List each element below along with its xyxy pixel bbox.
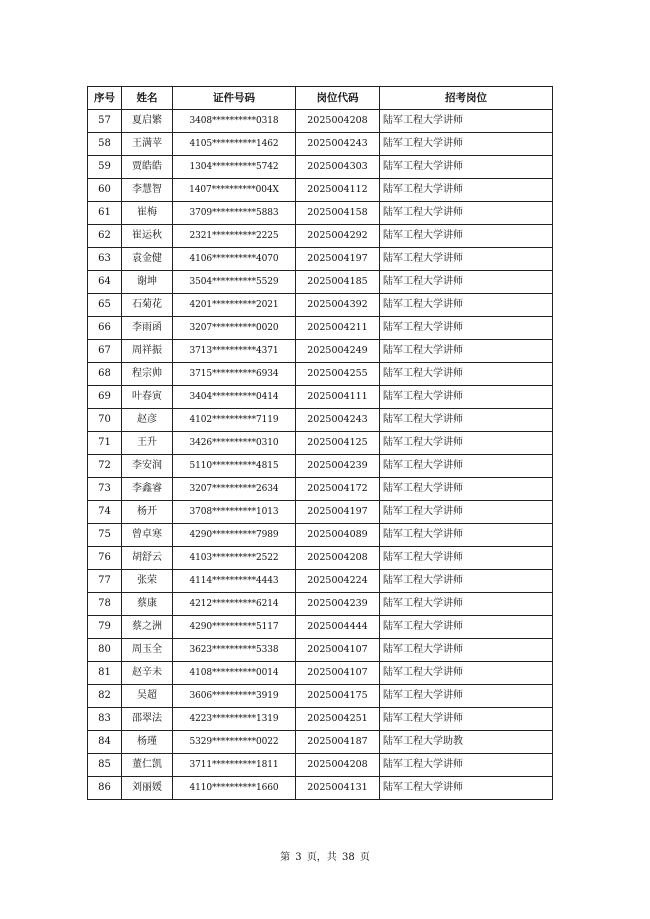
table-row <box>88 524 553 547</box>
cell-post: 陆军工程大学助教 <box>380 731 553 754</box>
cell-post: 陆军工程大学讲师 <box>380 363 553 386</box>
cell-id-number: 4110**********1660 <box>173 777 296 800</box>
cell-post-code: 2025004208 <box>296 547 380 570</box>
cell-post-code: 2025004185 <box>296 271 380 294</box>
cell-serial: 67 <box>88 340 122 363</box>
cell-id-number: 3708**********1013 <box>173 501 296 524</box>
footer-total-pages: 38 <box>342 852 355 863</box>
table-row <box>88 593 553 616</box>
table-row <box>88 478 553 501</box>
cell-id-number: 3606**********3919 <box>173 685 296 708</box>
table-row <box>88 409 553 432</box>
table-row <box>88 133 553 156</box>
candidate-table <box>87 86 553 800</box>
cell-serial: 59 <box>88 156 122 179</box>
cell-post-code: 2025004111 <box>296 386 380 409</box>
cell-serial: 63 <box>88 248 122 271</box>
cell-serial: 82 <box>88 685 122 708</box>
cell-name: 王升 <box>122 432 173 455</box>
cell-post: 陆军工程大学讲师 <box>380 455 553 478</box>
table-row <box>88 455 553 478</box>
cell-serial: 75 <box>88 524 122 547</box>
cell-post: 陆军工程大学讲师 <box>380 133 553 156</box>
footer-unit: 页，共 <box>306 852 337 863</box>
cell-id-number: 4108**********0014 <box>173 662 296 685</box>
cell-name: 周祥振 <box>122 340 173 363</box>
cell-serial: 77 <box>88 570 122 593</box>
cell-id-number: 3715**********6934 <box>173 363 296 386</box>
cell-post: 陆军工程大学讲师 <box>380 662 553 685</box>
cell-serial: 85 <box>88 754 122 777</box>
table-row <box>88 317 553 340</box>
cell-name: 吴超 <box>122 685 173 708</box>
cell-id-number: 3404**********0414 <box>173 386 296 409</box>
cell-id-number: 3408**********0318 <box>173 110 296 133</box>
cell-post-code: 2025004107 <box>296 662 380 685</box>
cell-id-number: 4223**********1319 <box>173 708 296 731</box>
table-row <box>88 754 553 777</box>
cell-serial: 84 <box>88 731 122 754</box>
cell-serial: 76 <box>88 547 122 570</box>
table-row <box>88 271 553 294</box>
cell-id-number: 3709**********5883 <box>173 202 296 225</box>
table-row <box>88 547 553 570</box>
cell-id-number: 4290**********5117 <box>173 616 296 639</box>
cell-serial: 66 <box>88 317 122 340</box>
cell-post: 陆军工程大学讲师 <box>380 294 553 317</box>
cell-post: 陆军工程大学讲师 <box>380 340 553 363</box>
table-row <box>88 708 553 731</box>
cell-serial: 65 <box>88 294 122 317</box>
cell-post-code: 2025004158 <box>296 202 380 225</box>
cell-post: 陆军工程大学讲师 <box>380 225 553 248</box>
cell-post-code: 2025004251 <box>296 708 380 731</box>
table-row <box>88 363 553 386</box>
cell-post: 陆军工程大学讲师 <box>380 754 553 777</box>
cell-post: 陆军工程大学讲师 <box>380 777 553 800</box>
header-serial: 序号 <box>88 87 122 110</box>
cell-name: 贾皓皓 <box>122 156 173 179</box>
cell-id-number: 3623**********5338 <box>173 639 296 662</box>
table-row <box>88 179 553 202</box>
cell-name: 赵彦 <box>122 409 173 432</box>
cell-post-code: 2025004187 <box>296 731 380 754</box>
cell-id-number: 3426**********0310 <box>173 432 296 455</box>
cell-post-code: 2025004243 <box>296 409 380 432</box>
cell-name: 邵翠法 <box>122 708 173 731</box>
header-post: 招考岗位 <box>380 87 553 110</box>
cell-post: 陆军工程大学讲师 <box>380 616 553 639</box>
cell-id-number: 4114**********4443 <box>173 570 296 593</box>
cell-post-code: 2025004249 <box>296 340 380 363</box>
cell-name: 杨瑾 <box>122 731 173 754</box>
cell-name: 赵辛未 <box>122 662 173 685</box>
table-body <box>88 110 553 800</box>
cell-name: 周玉全 <box>122 639 173 662</box>
cell-post-code: 2025004303 <box>296 156 380 179</box>
cell-post: 陆军工程大学讲师 <box>380 271 553 294</box>
table-row <box>88 570 553 593</box>
cell-name: 崔运秋 <box>122 225 173 248</box>
cell-name: 李安润 <box>122 455 173 478</box>
cell-post: 陆军工程大学讲师 <box>380 386 553 409</box>
cell-id-number: 4105**********1462 <box>173 133 296 156</box>
cell-name: 袁金健 <box>122 248 173 271</box>
footer-total-unit: 页 <box>359 852 370 863</box>
cell-name: 程宗帅 <box>122 363 173 386</box>
cell-post: 陆军工程大学讲师 <box>380 524 553 547</box>
cell-name: 蔡康 <box>122 593 173 616</box>
cell-post: 陆军工程大学讲师 <box>380 248 553 271</box>
cell-serial: 68 <box>88 363 122 386</box>
table-row <box>88 156 553 179</box>
cell-post: 陆军工程大学讲师 <box>380 202 553 225</box>
cell-post-code: 2025004255 <box>296 363 380 386</box>
cell-id-number: 4290**********7989 <box>173 524 296 547</box>
cell-post: 陆军工程大学讲师 <box>380 685 553 708</box>
cell-id-number: 3504**********5529 <box>173 271 296 294</box>
cell-name: 杨开 <box>122 501 173 524</box>
cell-post: 陆军工程大学讲师 <box>380 317 553 340</box>
cell-serial: 73 <box>88 478 122 501</box>
cell-serial: 62 <box>88 225 122 248</box>
cell-serial: 72 <box>88 455 122 478</box>
cell-name: 刘丽媛 <box>122 777 173 800</box>
table-row <box>88 386 553 409</box>
cell-post-code: 2025004089 <box>296 524 380 547</box>
table-row <box>88 110 553 133</box>
page-footer <box>0 848 650 863</box>
cell-serial: 70 <box>88 409 122 432</box>
cell-name: 崔梅 <box>122 202 173 225</box>
cell-serial: 69 <box>88 386 122 409</box>
cell-serial: 80 <box>88 639 122 662</box>
cell-name: 王满苹 <box>122 133 173 156</box>
cell-post-code: 2025004131 <box>296 777 380 800</box>
cell-post: 陆军工程大学讲师 <box>380 547 553 570</box>
cell-id-number: 3207**********0020 <box>173 317 296 340</box>
cell-id-number: 1407**********004X <box>173 179 296 202</box>
cell-serial: 58 <box>88 133 122 156</box>
cell-name: 胡舒云 <box>122 547 173 570</box>
table-row <box>88 685 553 708</box>
cell-id-number: 3207**********2634 <box>173 478 296 501</box>
cell-post-code: 2025004175 <box>296 685 380 708</box>
cell-id-number: 2321**********2225 <box>173 225 296 248</box>
cell-post-code: 2025004107 <box>296 639 380 662</box>
cell-serial: 57 <box>88 110 122 133</box>
cell-name: 李雨函 <box>122 317 173 340</box>
cell-name: 谢坤 <box>122 271 173 294</box>
cell-post: 陆军工程大学讲师 <box>380 639 553 662</box>
table-row <box>88 340 553 363</box>
table-row <box>88 639 553 662</box>
table-row <box>88 294 553 317</box>
cell-name: 石菊花 <box>122 294 173 317</box>
cell-post-code: 2025004292 <box>296 225 380 248</box>
cell-serial: 83 <box>88 708 122 731</box>
table-row <box>88 202 553 225</box>
cell-post: 陆军工程大学讲师 <box>380 478 553 501</box>
cell-name: 张荣 <box>122 570 173 593</box>
cell-serial: 78 <box>88 593 122 616</box>
cell-name: 夏启繁 <box>122 110 173 133</box>
cell-post-code: 2025004239 <box>296 593 380 616</box>
cell-post-code: 2025004243 <box>296 133 380 156</box>
footer-prefix: 第 <box>280 852 291 863</box>
cell-id-number: 4102**********7119 <box>173 409 296 432</box>
cell-name: 李鑫睿 <box>122 478 173 501</box>
header-id-number: 证件号码 <box>173 87 296 110</box>
cell-post: 陆军工程大学讲师 <box>380 593 553 616</box>
cell-post-code: 2025004208 <box>296 110 380 133</box>
cell-post: 陆军工程大学讲师 <box>380 409 553 432</box>
cell-serial: 64 <box>88 271 122 294</box>
cell-name: 叶春寅 <box>122 386 173 409</box>
cell-serial: 86 <box>88 777 122 800</box>
cell-post-code: 2025004211 <box>296 317 380 340</box>
cell-id-number: 1304**********5742 <box>173 156 296 179</box>
table-row <box>88 501 553 524</box>
footer-page-number: 3 <box>295 852 302 863</box>
cell-post-code: 2025004112 <box>296 179 380 202</box>
cell-name: 李慧智 <box>122 179 173 202</box>
table-row <box>88 225 553 248</box>
cell-id-number: 3711**********1811 <box>173 754 296 777</box>
cell-id-number: 4201**********2021 <box>173 294 296 317</box>
cell-serial: 60 <box>88 179 122 202</box>
cell-post: 陆军工程大学讲师 <box>380 432 553 455</box>
cell-name: 曾卓寒 <box>122 524 173 547</box>
table-row <box>88 432 553 455</box>
header-post-code: 岗位代码 <box>296 87 380 110</box>
cell-post-code: 2025004444 <box>296 616 380 639</box>
cell-post: 陆军工程大学讲师 <box>380 501 553 524</box>
cell-post: 陆军工程大学讲师 <box>380 156 553 179</box>
cell-id-number: 5110**********4815 <box>173 455 296 478</box>
cell-post-code: 2025004392 <box>296 294 380 317</box>
cell-id-number: 5329**********0022 <box>173 731 296 754</box>
cell-post-code: 2025004239 <box>296 455 380 478</box>
cell-post-code: 2025004125 <box>296 432 380 455</box>
cell-serial: 81 <box>88 662 122 685</box>
cell-post: 陆军工程大学讲师 <box>380 110 553 133</box>
cell-post-code: 2025004197 <box>296 248 380 271</box>
table-row <box>88 616 553 639</box>
cell-serial: 79 <box>88 616 122 639</box>
cell-post: 陆军工程大学讲师 <box>380 708 553 731</box>
cell-serial: 74 <box>88 501 122 524</box>
cell-post: 陆军工程大学讲师 <box>380 179 553 202</box>
table-row <box>88 777 553 800</box>
cell-serial: 61 <box>88 202 122 225</box>
cell-id-number: 4212**********6214 <box>173 593 296 616</box>
table-row <box>88 731 553 754</box>
cell-post: 陆军工程大学讲师 <box>380 570 553 593</box>
cell-name: 蔡之洲 <box>122 616 173 639</box>
cell-post-code: 2025004172 <box>296 478 380 501</box>
cell-name: 董仁凯 <box>122 754 173 777</box>
cell-id-number: 4103**********2522 <box>173 547 296 570</box>
cell-serial: 71 <box>88 432 122 455</box>
cell-id-number: 4106**********4070 <box>173 248 296 271</box>
table-row <box>88 662 553 685</box>
cell-id-number: 3713**********4371 <box>173 340 296 363</box>
cell-post-code: 2025004197 <box>296 501 380 524</box>
cell-post-code: 2025004208 <box>296 754 380 777</box>
table-header-row <box>88 87 553 110</box>
cell-post-code: 2025004224 <box>296 570 380 593</box>
table-row <box>88 248 553 271</box>
header-name: 姓名 <box>122 87 173 110</box>
